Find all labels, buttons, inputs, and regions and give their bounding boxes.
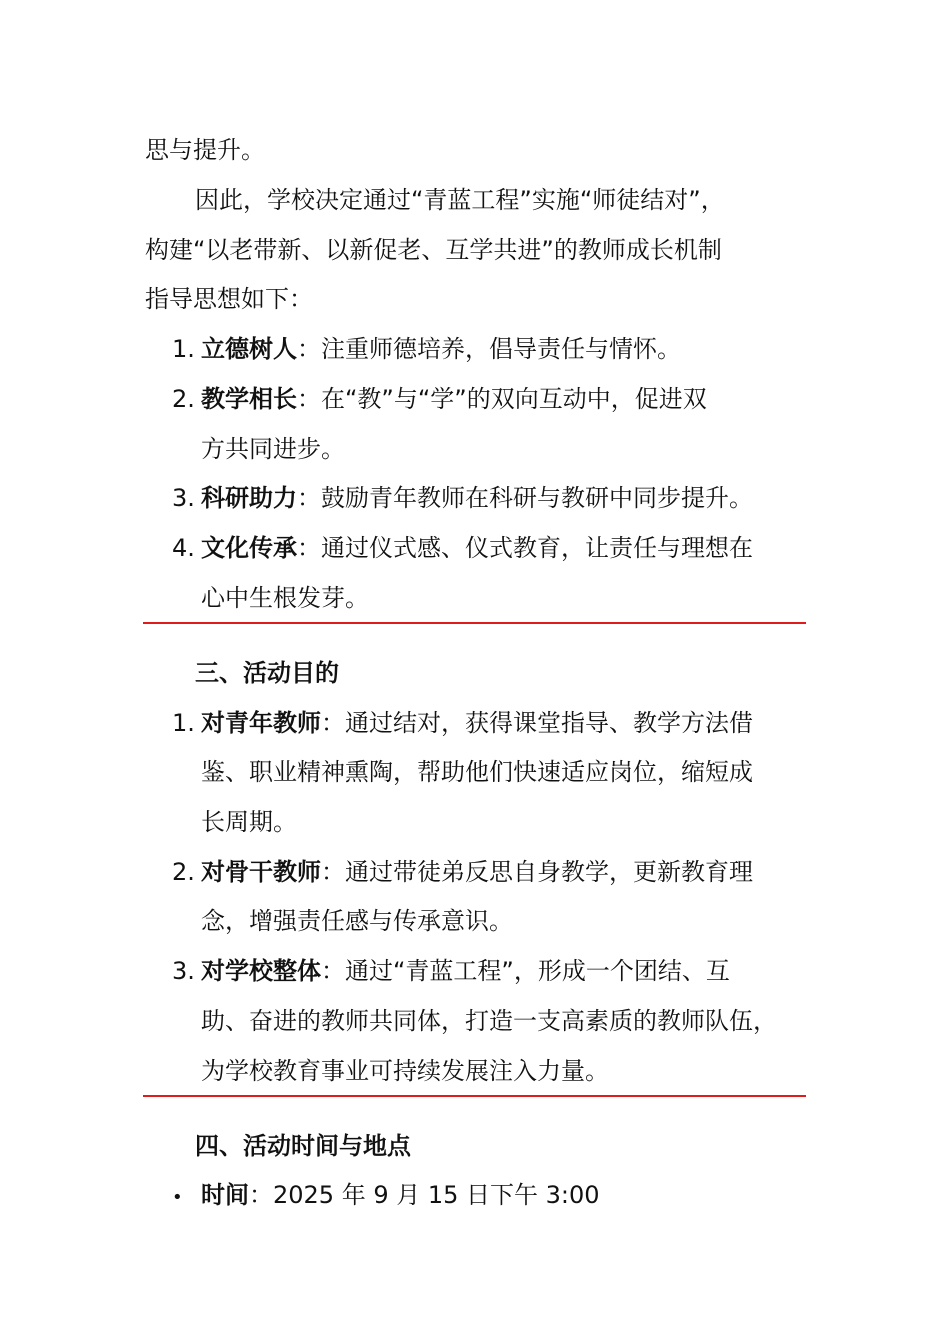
list-number: 4. [172, 534, 195, 562]
guiding-item-text: ：在“教”与“学”的双向互动中，促进双 [297, 385, 707, 413]
guiding-item-2 [172, 374, 707, 424]
objective-item-text: ：通过结对，获得课堂指导、教学方法借 [321, 709, 753, 737]
guiding-item-text: ：通过仪式感、仪式教育，让责任与理想在 [297, 534, 753, 562]
list-number: 3. [172, 484, 195, 512]
objective-item-1-cont-1: 鉴、职业精神熏陶，帮助他们快速适应岗位，缩短成 [201, 758, 753, 786]
list-number: 2. [172, 858, 195, 886]
objective-item-1-cont-2: 长周期。 [201, 808, 297, 836]
objective-item-title: 对骨干教师 [201, 858, 321, 886]
guiding-item-2-cont: 方共同进步。 [201, 435, 345, 463]
bullet-icon: • [172, 1187, 183, 1208]
guiding-item-4-cont: 心中生根发芽。 [201, 584, 369, 612]
guiding-item-title: 立德树人 [201, 335, 297, 363]
objective-item-title: 对学校整体 [201, 957, 321, 985]
section-4-heading: 四、活动时间与地点 [195, 1132, 411, 1160]
list-number: 1. [172, 709, 195, 737]
time-label: 时间 [201, 1181, 249, 1209]
guiding-item-text: ：鼓励青年教师在科研与教研中同步提升。 [297, 484, 753, 512]
objective-item-3-cont-2: 为学校教育事业可持续发展注入力量。 [201, 1057, 609, 1085]
time-value: ：2025 年 9 月 15 日下午 3:00 [249, 1181, 600, 1209]
objective-item-1 [172, 698, 753, 748]
list-number: 1. [172, 335, 195, 363]
guiding-item-title: 教学相长 [201, 385, 297, 413]
intro-line-1: 思与提升。 [145, 136, 265, 164]
objective-item-text: ：通过“青蓝工程”，形成一个团结、互 [321, 957, 730, 985]
guiding-item-1 [172, 324, 681, 374]
objective-item-2-cont-1: 念，增强责任感与传承意识。 [201, 907, 513, 935]
list-number: 3. [172, 957, 195, 985]
guiding-item-title: 科研助力 [201, 484, 297, 512]
objective-item-title: 对青年教师 [201, 709, 321, 737]
list-number: 2. [172, 385, 195, 413]
guiding-item-title: 文化传承 [201, 534, 297, 562]
objective-item-3 [172, 946, 730, 996]
intro-para-2-line-3: 指导思想如下： [145, 285, 313, 313]
section-3-heading: 三、活动目的 [195, 659, 339, 687]
objective-item-text: ：通过带徒弟反思自身教学，更新教育理 [321, 858, 753, 886]
objective-item-2 [172, 847, 753, 897]
objective-item-3-cont-1: 助、奋进的教师共同体，打造一支高素质的教师队伍， [201, 1007, 777, 1035]
intro-para-2-line-2: 构建“以老带新、以新促老、互学共进”的教师成长机制 [145, 236, 722, 264]
time-bullet-item [172, 1170, 600, 1223]
guiding-item-4 [172, 523, 753, 573]
guiding-item-3 [172, 473, 753, 523]
intro-para-2-line-1: 因此，学校决定通过“青蓝工程”实施“师徒结对”， [195, 186, 725, 214]
section-divider-2 [143, 1095, 806, 1097]
guiding-item-text: ：注重师德培养，倡导责任与情怀。 [297, 335, 681, 363]
section-divider-1 [143, 622, 806, 624]
